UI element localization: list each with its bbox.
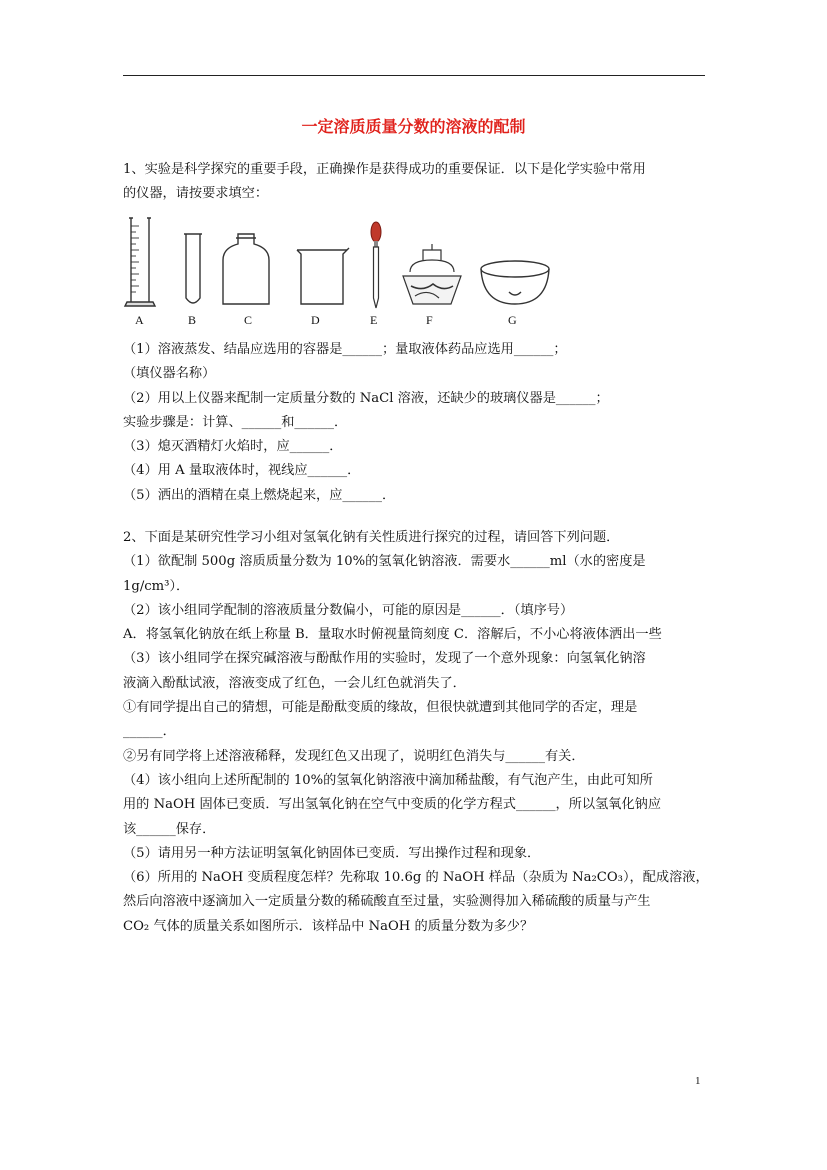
q1-line: （5）洒出的酒精在桌上燃烧起来，应______． (123, 487, 396, 503)
page-title: 一定溶质质量分数的溶液的配制 (301, 117, 526, 136)
label-a: A (135, 313, 144, 327)
q2-line: A．将氢氧化钠放在纸上称量 B．量取水时俯视量筒刻度 C．溶解后，不小心将液体洒出一些 (123, 627, 662, 643)
label-b: B (188, 313, 197, 327)
q2-line: ______． (123, 724, 176, 740)
evaporating-dish-icon (481, 261, 549, 304)
q2-line: 液滴入酚酞试液，溶液变成了红色，一会儿红色就消失了． (123, 675, 466, 691)
q1-line: （4）用 A 量取液体时，视线应______． (123, 463, 361, 479)
q1-intro-line1: 1、实验是科学探究的重要手段，正确操作是获得成功的重要保证．以下是化学实验中常用 (123, 162, 646, 177)
q1-line: （1）溶液蒸发、结晶应选用的容器是______；量取液体药品应选用______； (123, 342, 567, 357)
alcohol-lamp-icon (403, 244, 461, 304)
q1-line: （2）用以上仪器来配制一定质量分数的 NaCl 溶液，还缺少的玻璃仪器是______； (123, 390, 609, 406)
q2-line: （6）所用的 NaOH 变质程度怎样？先称取 10.6g 的 NaOH 样品（杂质为 Na₂CO₃），配成溶液， (123, 870, 709, 886)
q1-lines (123, 338, 708, 508)
q2-line: 用的 NaOH 固体已变质．写出氢氧化钠在空气中变质的化学方程式______，所以氢氧化钠应 (123, 797, 662, 813)
q2-line: CO₂ 气体的质量关系如图所示．该样品中 NaOH 的质量分数为多少？ (123, 918, 534, 934)
q1-intro-line2: 的仪器，请按要求填空： (123, 186, 269, 201)
label-g: G (508, 313, 517, 327)
q1-line: 实验步骤是：计算、______和______． (123, 414, 348, 430)
label-f: F (426, 313, 433, 327)
q2-line: （5）请用另一种方法证明氢氧化钠固体已变质．写出操作过程和现象． (123, 845, 541, 861)
label-d: D (311, 313, 320, 327)
q2-line: 然后向溶液中逐滴加入一定质量分数的稀硫酸直至过量，实验测得加入稀硫酸的质量与产生 (123, 894, 651, 910)
q1-line: （填仪器名称） (123, 366, 216, 382)
label-e: E (370, 313, 378, 327)
header-rule (123, 75, 705, 76)
page-number: 1 (695, 1075, 701, 1087)
q2-line: （3）该小组同学在探究碱溶液与酚酞作用的实验时，发现了一个意外现象：向氢氧化钠溶 (123, 651, 646, 667)
q2-line: 该______保存． (123, 821, 216, 837)
q2-line: ①有同学提出自己的猜想，可能是酚酞变质的缘故，但很快就遭到其他同学的否定，理是 (123, 700, 638, 716)
beaker-icon (297, 248, 349, 304)
test-tube-icon (184, 234, 202, 303)
reagent-bottle-icon (223, 234, 269, 304)
label-c: C (244, 313, 253, 327)
q2-line: （2）该小组同学配制的溶液质量分数偏小，可能的原因是______．（填序号） (123, 602, 574, 618)
q2-lines (123, 526, 708, 939)
q2-line: （4）该小组向上述所配制的 10%的氢氧化钠溶液中滴加稀盐酸，有气泡产生，由此可知所 (123, 772, 653, 788)
q2-line: （1）欲配制 500g 溶质质量分数为 10%的氢氧化钠溶液．需要水______ml（水的密度是 (123, 554, 646, 570)
graduated-cylinder-icon (125, 218, 155, 306)
q1-line: （3）熄灭酒精灯火焰时，应______． (123, 439, 343, 455)
q2-line: ②另有同学将上述溶液稀释，发现红色又出现了，说明红色消失与______有关． (123, 748, 585, 764)
q2-line: 2、下面是某研究性学习小组对氢氧化钠有关性质进行探究的过程，请回答下列问题． (123, 530, 620, 545)
q2-line: 1g/cm³）． (123, 578, 190, 594)
dropper-icon (371, 222, 381, 308)
